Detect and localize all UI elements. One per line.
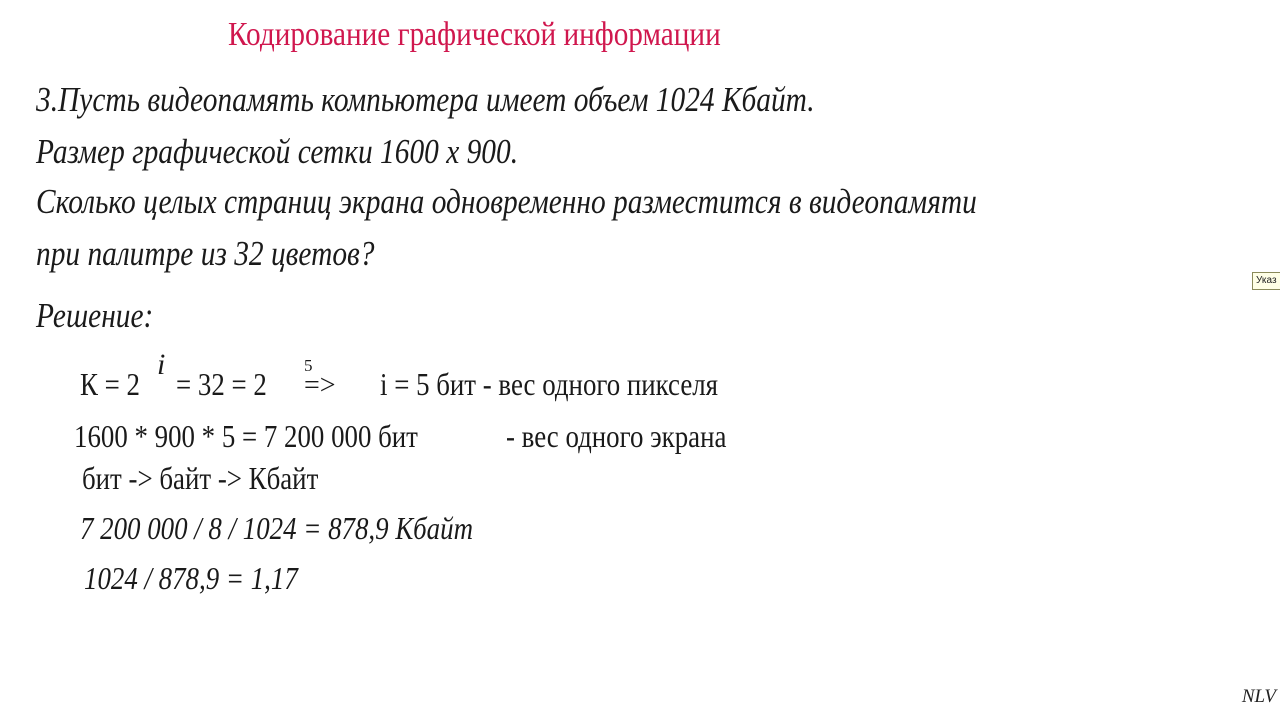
solution-label: Решение: [36,296,154,335]
slide-title: Кодирование графической информации [228,16,721,53]
screen-calc-note: - вес одного экрана [506,418,727,454]
problem-line-4: при палитре из 32 цветов? [36,234,375,273]
problem-line-2: Размер графической сетки 1600 х 900. [36,132,519,171]
formula-result: i = 5 бит - вес одного пикселя [380,366,719,402]
kbytes-calc-line: 7 200 000 / 8 / 1024 = 878,9 Кбайт [80,510,473,546]
tooltip-tab: Указ [1252,272,1280,290]
formula-arrow: => [304,370,336,401]
screen-calc: 1600 * 900 * 5 = 7 200 000 бит [74,418,418,454]
problem-line-1: 3.Пусть видеопамять компьютера имеет объем 1024 Кбайт. [36,80,815,119]
formula-mid: = 32 = 2 [176,366,267,402]
formula-exponent-5: 5 [304,356,313,375]
pages-calc-line: 1024 / 878,9 = 1,17 [84,560,298,596]
problem-line-3: Сколько целых страниц экрана одновременно разместится в видеопамяти [36,182,977,221]
formula-lhs: К = 2 [80,366,140,402]
formula-exponent-i: i [157,348,166,381]
units-line: бит -> байт -> Кбайт [82,460,319,496]
watermark: NLV [1241,686,1276,707]
